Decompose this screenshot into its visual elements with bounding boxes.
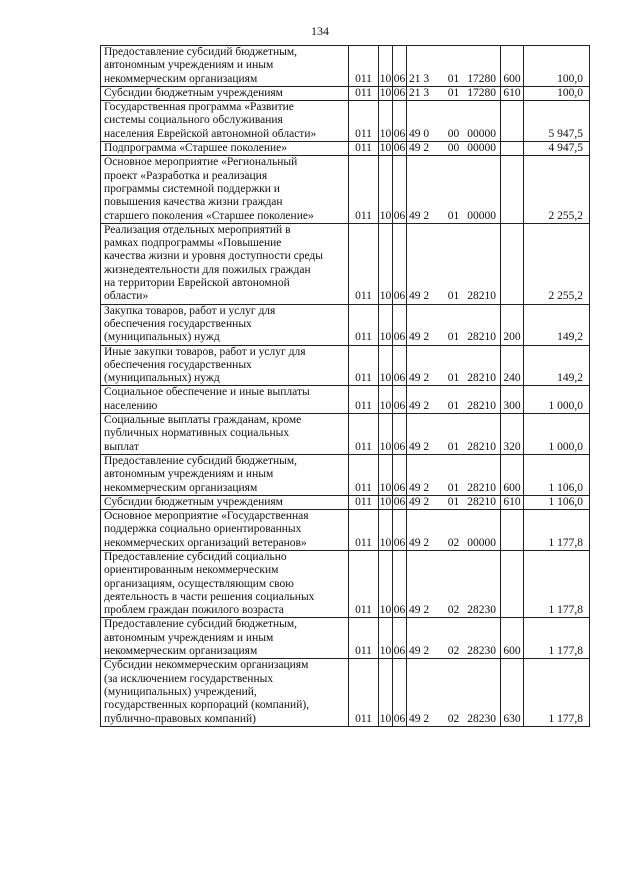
table-row	[101, 510, 590, 551]
row-amount: 1 177,8	[524, 618, 590, 659]
row-name: Подпрограмма «Старшее поколение»	[101, 142, 349, 156]
row-name: Социальные выплаты гражданам, кроме публичных нормативных социальных выплат	[101, 414, 349, 455]
program-code: 49 2	[407, 414, 443, 455]
subsection-code: 06	[393, 659, 407, 726]
expense-code: 00000	[465, 510, 501, 551]
program-code: 49 2	[407, 386, 443, 414]
row-amount: 1 000,0	[524, 386, 590, 414]
ministry-code: 011	[349, 345, 379, 386]
ministry-code: 011	[349, 142, 379, 156]
article-code: 02	[443, 659, 465, 726]
subsection-code: 06	[393, 345, 407, 386]
row-amount: 149,2	[524, 304, 590, 345]
row-amount: 1 000,0	[524, 414, 590, 455]
subsection-code: 06	[393, 386, 407, 414]
section-code: 10	[379, 659, 393, 726]
table-row	[101, 386, 590, 414]
row-name: Предоставление субсидий бюджетным, автономным учреждениям и иным некоммерческим организациям	[101, 454, 349, 495]
ministry-code: 011	[349, 86, 379, 100]
article-code: 01	[443, 454, 465, 495]
ministry-code: 011	[349, 304, 379, 345]
section-code: 10	[379, 550, 393, 617]
table-row	[101, 550, 590, 617]
expense-type-code	[501, 510, 524, 551]
row-amount: 149,2	[524, 345, 590, 386]
ministry-code: 011	[349, 386, 379, 414]
expense-type-code: 600	[501, 618, 524, 659]
section-code: 10	[379, 101, 393, 142]
program-code: 49 2	[407, 156, 443, 223]
ministry-code: 011	[349, 510, 379, 551]
row-name: Субсидии некоммерческим организациям (за исключением государственных (муниципальных) учреждений, государственных корпораций (компаний), публично-правовых компаний)	[101, 659, 349, 726]
table-row	[101, 618, 590, 659]
row-amount: 4 947,5	[524, 142, 590, 156]
ministry-code: 011	[349, 550, 379, 617]
article-code: 01	[443, 86, 465, 100]
expense-type-code: 610	[501, 86, 524, 100]
row-name: Государственная программа «Развитие системы социального обслуживания населения Еврейской автономной области»	[101, 101, 349, 142]
subsection-code: 06	[393, 101, 407, 142]
row-name: Предоставление субсидий социально ориентированным некоммерческим организациям, осуществляющим свою деятельность в части решения социальных проблем граждан пожилого возраста	[101, 550, 349, 617]
expense-code: 00000	[465, 101, 501, 142]
article-code: 01	[443, 345, 465, 386]
expense-type-code	[501, 156, 524, 223]
ministry-code: 011	[349, 46, 379, 87]
expense-code: 28210	[465, 386, 501, 414]
section-code: 10	[379, 142, 392, 155]
subsection-code: 06	[393, 454, 407, 495]
row-amount: 100,0	[524, 86, 590, 100]
ministry-code: 011	[349, 101, 379, 142]
article-code: 01	[443, 414, 465, 455]
expense-type-code	[501, 142, 524, 156]
subsection-code: 06	[393, 550, 407, 617]
subsection-code: 06	[393, 142, 406, 155]
program-code: 49 2	[407, 659, 443, 726]
article-code: 02	[443, 510, 465, 551]
subsection-code: 06	[393, 495, 406, 508]
row-name: Основное мероприятие «Региональный проект «Разработка и реализация программы системной поддержки и повышения качества жизни граждан старшего поколения «Старшее поколение»	[101, 156, 349, 223]
row-name: Закупка товаров, работ и услуг для обеспечения государственных (муниципальных) нужд	[101, 304, 349, 345]
row-name: Субсидии бюджетным учреждениям	[101, 495, 349, 509]
expense-code: 00000	[465, 156, 501, 223]
article-code: 01	[443, 386, 465, 414]
section-code: 10	[379, 386, 393, 414]
expense-code: 28210	[465, 345, 501, 386]
subsection-code: 06	[393, 618, 407, 659]
section-code: 10	[379, 345, 393, 386]
row-name: Иные закупки товаров, работ и услуг для обеспечения государственных (муниципальных) нужд	[101, 345, 349, 386]
subsection-code: 06	[393, 414, 407, 455]
article-code: 02	[443, 618, 465, 659]
row-name: Субсидии бюджетным учреждениям	[101, 86, 349, 100]
expense-type-code: 300	[501, 386, 524, 414]
expense-code: 28210	[465, 414, 501, 455]
program-code: 49 2	[407, 142, 443, 156]
expense-type-code	[501, 550, 524, 617]
table-row	[101, 454, 590, 495]
section-code: 10	[379, 454, 393, 495]
row-amount: 2 255,2	[524, 156, 590, 223]
table-body	[101, 46, 590, 727]
table-row	[101, 345, 590, 386]
program-code: 49 2	[407, 495, 443, 509]
row-name: Предоставление субсидий бюджетным, автономным учреждениям и иным некоммерческим организациям	[101, 46, 349, 87]
program-code: 49 0	[407, 101, 443, 142]
section-code: 10	[379, 86, 392, 99]
program-code: 49 2	[407, 345, 443, 386]
table-row	[101, 101, 590, 142]
subsection-code: 06	[393, 156, 407, 223]
row-amount: 2 255,2	[524, 223, 590, 304]
section-code: 10	[379, 304, 393, 345]
program-code: 49 2	[407, 304, 443, 345]
ministry-code: 011	[349, 618, 379, 659]
subsection-code: 06	[393, 510, 407, 551]
table-row	[101, 659, 590, 726]
table-row	[101, 86, 590, 100]
section-code: 10	[379, 414, 393, 455]
section-code: 10	[379, 156, 393, 223]
expense-type-code: 600	[501, 454, 524, 495]
row-amount: 5 947,5	[524, 101, 590, 142]
expense-code: 28210	[465, 495, 501, 509]
program-code: 49 2	[407, 550, 443, 617]
article-code: 02	[443, 550, 465, 617]
row-amount: 1 177,8	[524, 550, 590, 617]
expense-code: 00000	[465, 142, 501, 156]
subsection-code: 06	[393, 86, 406, 99]
article-code: 00	[443, 101, 465, 142]
page-number: 134	[311, 24, 329, 38]
table-row	[101, 156, 590, 223]
ministry-code: 011	[349, 454, 379, 495]
program-code: 49 2	[407, 618, 443, 659]
ministry-code: 011	[349, 223, 379, 304]
ministry-code: 011	[349, 414, 379, 455]
expense-code: 17280	[465, 46, 501, 87]
section-code: 10	[379, 618, 393, 659]
subsection-code: 06	[393, 304, 407, 345]
expense-type-code: 240	[501, 345, 524, 386]
section-code: 10	[379, 510, 393, 551]
table-row	[101, 46, 590, 87]
table-row	[101, 414, 590, 455]
program-code: 49 2	[407, 510, 443, 551]
ministry-code: 011	[349, 659, 379, 726]
expense-code: 28230	[465, 618, 501, 659]
section-code: 10	[379, 223, 393, 304]
table-row	[101, 304, 590, 345]
ministry-code: 011	[349, 156, 379, 223]
table-row	[101, 142, 590, 156]
program-code: 49 2	[407, 454, 443, 495]
expense-type-code: 200	[501, 304, 524, 345]
article-code: 00	[443, 142, 465, 156]
row-name: Предоставление субсидий бюджетным, автономным учреждениям и иным некоммерческим организациям	[101, 618, 349, 659]
article-code: 01	[443, 495, 465, 509]
article-code: 01	[443, 156, 465, 223]
section-code: 10	[379, 495, 392, 508]
table-row	[101, 223, 590, 304]
row-amount: 100,0	[524, 46, 590, 87]
row-amount: 1 106,0	[524, 454, 590, 495]
expense-code: 28210	[465, 223, 501, 304]
expense-type-code: 630	[501, 659, 524, 726]
ministry-code: 011	[349, 495, 379, 509]
expense-type-code	[501, 101, 524, 142]
expense-type-code: 610	[501, 495, 524, 509]
section-code: 10	[379, 46, 393, 87]
expense-type-code: 320	[501, 414, 524, 455]
row-amount: 1 177,8	[524, 659, 590, 726]
expense-code: 28210	[465, 454, 501, 495]
program-code: 21 3	[407, 86, 443, 100]
expense-code: 28210	[465, 304, 501, 345]
budget-table	[100, 45, 590, 727]
program-code: 49 2	[407, 223, 443, 304]
subsection-code: 06	[393, 46, 407, 87]
expense-type-code	[501, 223, 524, 304]
row-amount: 1 177,8	[524, 510, 590, 551]
expense-code: 28230	[465, 659, 501, 726]
subsection-code: 06	[393, 223, 407, 304]
article-code: 01	[443, 304, 465, 345]
expense-code: 28230	[465, 550, 501, 617]
row-name: Социальное обеспечение и иные выплаты населению	[101, 386, 349, 414]
row-name: Реализация отдельных мероприятий в рамках подпрограммы «Повышение качества жизни и уровня доступности среды жизнедеятельности для пожилых граждан на территории Еврейской автономной области»	[101, 223, 349, 304]
article-code: 01	[443, 223, 465, 304]
expense-type-code: 600	[501, 46, 524, 87]
row-amount: 1 106,0	[524, 495, 590, 509]
program-code: 21 3	[407, 46, 443, 87]
row-name: Основное мероприятие «Государственная поддержка социально ориентированных некоммерческих организаций ветеранов»	[101, 510, 349, 551]
expense-code: 17280	[465, 86, 501, 100]
table-row	[101, 495, 590, 509]
article-code: 01	[443, 46, 465, 87]
